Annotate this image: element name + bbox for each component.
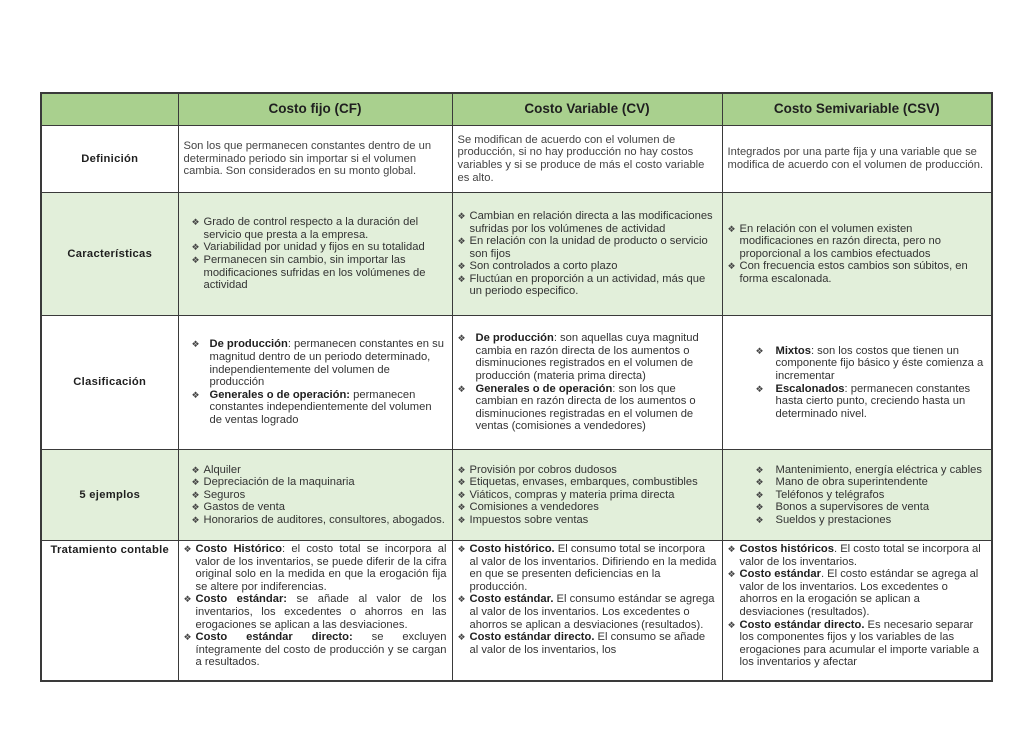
list-item: [192, 489, 447, 502]
list-item: [184, 593, 447, 631]
list-item: [458, 273, 717, 298]
list-item: [184, 631, 447, 669]
header-costo-variable: Costo Variable (CV): [452, 93, 722, 126]
list-item-text: Grado de control respecto a la duración del servicio que presta a la empresa.: [203, 216, 419, 241]
diamond-bullet-icon: ❖: [191, 489, 200, 500]
row-label-definicion: Definición: [41, 126, 178, 193]
diamond-bullet-icon: ❖: [457, 333, 466, 344]
list-item-text: Etiquetas, envases, embarques, combustibles: [469, 476, 698, 489]
list-item: [458, 489, 717, 502]
list-item-text: El consumo estándar se agrega al valor de los inventarios. Los excedentes o ahorros se aplican a desviaciones (resultados).: [469, 593, 715, 631]
header-costo-fijo: Costo fijo (CF): [178, 93, 452, 126]
list-item-text: Gastos de venta: [203, 501, 285, 514]
list-item-text: Seguros: [203, 488, 246, 501]
row-tratamiento: [41, 541, 992, 682]
list-item-text: Impuestos sobre ventas: [469, 513, 589, 526]
list-item: [192, 389, 447, 427]
list-item-term: Generales o de operación:: [209, 388, 351, 401]
list-item: [756, 345, 987, 383]
list-item-text: Con frecuencia estos cambios son súbitos, en forma escalonada.: [739, 260, 968, 285]
diamond-bullet-icon: ❖: [755, 383, 764, 394]
list-item: [756, 464, 987, 477]
list-item-text: Permanecen sin cambio, sin importar las modificaciones sufridas en los volúmenes de actividad: [203, 254, 426, 292]
cell-tratamiento-cv: [452, 541, 722, 682]
diamond-bullet-icon: ❖: [191, 255, 200, 265]
diamond-bullet-icon: ❖: [457, 464, 466, 475]
list-item: [184, 543, 447, 593]
cell-clasificacion-cf: [178, 316, 452, 450]
list-item: [458, 383, 717, 433]
list-item-text: El consumo total se incorpora al valor de los inventarios. Difiriendo en la medida en que se presenten deficiencias en la producción.: [469, 543, 717, 593]
cell-definicion-csv: Integrados por una parte fija y una variable que se modifica de acuerdo con el volumen de producción.: [722, 126, 992, 193]
list-item-text: Comisiones a vendedores: [469, 501, 599, 514]
cell-tratamiento-cf: [178, 541, 452, 682]
list-item-text: Depreciación de la maquinaria: [203, 476, 355, 489]
diamond-bullet-icon: ❖: [191, 339, 200, 350]
list-item-text: Fluctúan en proporción a un actividad, más que un periodo especifico.: [469, 272, 706, 298]
diamond-bullet-icon: ❖: [183, 594, 192, 605]
row-label-clasificacion: Clasificación: [41, 316, 178, 450]
list-item-text: Honorarios de auditores, consultores, abogados.: [203, 513, 445, 526]
cell-clasificacion-csv: [722, 316, 992, 450]
list-item: [458, 543, 717, 593]
list-item-term: Costo estándar directo.: [739, 618, 865, 631]
list-item: [458, 332, 717, 382]
list-item: [458, 235, 717, 260]
list-item-text: se añade al valor de los inventarios, los excedentes o ahorros en las erogaciones se aplican a las desviaciones.: [195, 593, 447, 631]
diamond-bullet-icon: ❖: [727, 544, 736, 554]
list-item: [458, 514, 717, 527]
list-item: [756, 383, 987, 421]
list-item-term: Costo estándar directo.: [469, 631, 595, 644]
cell-ejemplos-csv: [722, 450, 992, 541]
diamond-bullet-icon: ❖: [727, 223, 736, 234]
cell-caracteristicas-csv: [722, 193, 992, 316]
list-item-text: Provisión por cobros dudosos: [469, 463, 617, 476]
cost-comparison-table: [40, 92, 993, 682]
header-costo-semivariable: Costo Semivariable (CSV): [722, 93, 992, 126]
list-item: [728, 260, 987, 285]
header-corner: [41, 93, 178, 126]
list-item: [756, 489, 987, 502]
list-item: [458, 501, 717, 514]
diamond-bullet-icon: ❖: [727, 619, 736, 630]
list-item-text: : son los que cambian en razón directa de los aumentos o disminuciones registradas en el volumen de ventas (comisiones a vendedores): [475, 382, 696, 433]
diamond-bullet-icon: ❖: [183, 544, 192, 554]
row-clasificacion: [41, 316, 992, 450]
diamond-bullet-icon: ❖: [191, 242, 200, 253]
cell-ejemplos-cf: [178, 450, 452, 541]
list-item: [728, 619, 987, 669]
row-caracteristicas: [41, 193, 992, 316]
list-item-text: : son aquellas cuya magnitud cambia en razón directa de los aumentos o disminuciones registrados en el volumen de producción (materia prima directa): [475, 332, 699, 382]
list-item-term: Mixtos: [775, 344, 811, 357]
cell-definicion-cv: Se modifican de acuerdo con el volumen de producción, si no hay producción no hay costos variables y si se produce de más el costo variable es alto.: [452, 126, 722, 193]
list-item-term: Costo Histórico: [195, 543, 282, 555]
diamond-bullet-icon: ❖: [727, 569, 736, 580]
list-item: [458, 631, 717, 656]
diamond-bullet-icon: ❖: [457, 477, 466, 488]
diamond-bullet-icon: ❖: [457, 514, 466, 525]
list-item: [458, 464, 717, 477]
list-item: [192, 241, 447, 254]
list-item-text: : permanecen constantes hasta cierto punto, creciendo hasta un determinado nivel.: [775, 382, 971, 420]
list-item-text: : son los costos que tienen un componente fijo básico y éste comienza a incrementar: [775, 344, 984, 382]
list-item: [458, 260, 717, 273]
list-item-text: En relación con la unidad de producto o servicio son fijos: [469, 235, 708, 260]
list-item: [192, 254, 447, 292]
list-item: [192, 476, 447, 489]
list-item-text: Son controlados a corto plazo: [469, 260, 618, 273]
list-item: [756, 514, 987, 527]
list-item-term: Costos históricos: [739, 543, 834, 555]
list-item-text: . El costo estándar se agrega al valor de los inventarios. Los excedentes o ahorros en la erogación se aplican a desviaciones (resultados).: [739, 568, 979, 618]
diamond-bullet-icon: ❖: [191, 389, 200, 400]
list-item-text: En relación con el volumen existen modificaciones en razón directa, pero no proporcional a los cambios efectuados: [739, 222, 941, 260]
list-item-term: Costo estándar.: [469, 593, 554, 606]
list-item: [192, 514, 447, 527]
list-item-term: Generales o de operación: [475, 382, 613, 395]
list-item: [192, 464, 447, 477]
list-item-text: Cambian en relación directa a las modificaciones sufridas por los volúmenes de actividad: [469, 209, 713, 235]
list-item-term: Costo estándar directo:: [195, 631, 353, 644]
list-item: [192, 501, 447, 514]
cell-tratamiento-csv: [722, 541, 992, 682]
row-definicion: [41, 126, 992, 193]
list-item: [458, 476, 717, 489]
list-item-term: De producción: [475, 332, 554, 345]
list-item: [192, 216, 447, 241]
cell-caracteristicas-cv: [452, 193, 722, 316]
row-label-ejemplos: 5 ejemplos: [41, 450, 178, 541]
diamond-bullet-icon: ❖: [727, 261, 736, 272]
list-item-text: : el costo total se incorpora al valor de los inventarios, se puede diferir de la cifra original solo en la medida en que la erogación fija se altere por indiferencias.: [195, 543, 447, 593]
diamond-bullet-icon: ❖: [755, 345, 764, 356]
list-item: [756, 476, 987, 489]
list-item-text: Viáticos, compras y materia prima directa: [469, 488, 675, 501]
row-label-caracteristicas: Características: [41, 193, 178, 316]
diamond-bullet-icon: ❖: [457, 273, 466, 284]
diamond-bullet-icon: ❖: [191, 514, 200, 525]
list-item: [728, 543, 987, 568]
list-item-text: Es necesario separar los componentes fijos y los variables de las erogaciones para acumular el importe variable a los inventarios y afectar: [739, 618, 979, 669]
diamond-bullet-icon: ❖: [457, 502, 466, 513]
diamond-bullet-icon: ❖: [755, 502, 764, 513]
diamond-bullet-icon: ❖: [191, 464, 200, 475]
list-item-term: Costo histórico.: [469, 543, 555, 555]
list-item-text: Variabilidad por unidad y fijos en su totalidad: [203, 241, 425, 254]
list-item-text: se excluyen íntegramente del costo de producción y se cargan a resultados.: [195, 631, 447, 669]
diamond-bullet-icon: ❖: [755, 489, 764, 500]
list-item-text: El consumo se añade al valor de los inventarios, los: [469, 631, 706, 656]
diamond-bullet-icon: ❖: [457, 210, 466, 221]
diamond-bullet-icon: ❖: [191, 217, 200, 228]
diamond-bullet-icon: ❖: [755, 464, 764, 475]
list-item-text: . El costo total se incorpora al valor de los inventarios.: [739, 543, 981, 568]
list-item-term: Costo estándar: [739, 568, 821, 581]
list-item-text: : permanecen constantes en su magnitud dentro de un periodo determinado, independientemente del volumen de producción: [209, 338, 444, 389]
cell-caracteristicas-cf: [178, 193, 452, 316]
list-item-text: permanecen constantes independientemente del volumen de ventas logrado: [209, 388, 432, 426]
list-item: [192, 338, 447, 388]
diamond-bullet-icon: ❖: [183, 632, 192, 643]
list-item: [756, 501, 987, 514]
list-item-text: Teléfonos y telégrafos: [775, 488, 885, 501]
list-item-text: Mantenimiento, energía eléctrica y cables: [775, 463, 982, 476]
diamond-bullet-icon: ❖: [457, 544, 466, 554]
row-label-tratamiento: Tratamiento contable: [41, 541, 178, 682]
cell-clasificacion-cv: [452, 316, 722, 450]
diamond-bullet-icon: ❖: [755, 477, 764, 488]
list-item: [728, 223, 987, 261]
diamond-bullet-icon: ❖: [457, 236, 466, 247]
list-item: [458, 210, 717, 235]
list-item-text: Mano de obra superintendente: [775, 476, 928, 489]
list-item: [458, 593, 717, 631]
list-item-text: Bonos a supervisores de venta: [775, 501, 930, 514]
cell-definicion-cf: Son los que permanecen constantes dentro de un determinado periodo sin importar si el volumen cambia. Son considerados en su monto global.: [178, 126, 452, 193]
header-row: [41, 93, 992, 126]
diamond-bullet-icon: ❖: [457, 594, 466, 605]
list-item-text: Alquiler: [203, 463, 241, 476]
list-item: [728, 568, 987, 618]
diamond-bullet-icon: ❖: [457, 261, 466, 272]
diamond-bullet-icon: ❖: [191, 502, 200, 513]
diamond-bullet-icon: ❖: [755, 514, 764, 525]
cell-ejemplos-cv: [452, 450, 722, 541]
list-item-text: Sueldos y prestaciones: [775, 513, 892, 526]
diamond-bullet-icon: ❖: [457, 632, 466, 643]
list-item-term: Escalonados: [775, 382, 845, 395]
list-item-term: De producción: [209, 338, 288, 351]
row-ejemplos: [41, 450, 992, 541]
list-item-term: Costo estándar:: [195, 593, 288, 606]
diamond-bullet-icon: ❖: [457, 383, 466, 394]
diamond-bullet-icon: ❖: [191, 477, 200, 488]
diamond-bullet-icon: ❖: [457, 489, 466, 500]
